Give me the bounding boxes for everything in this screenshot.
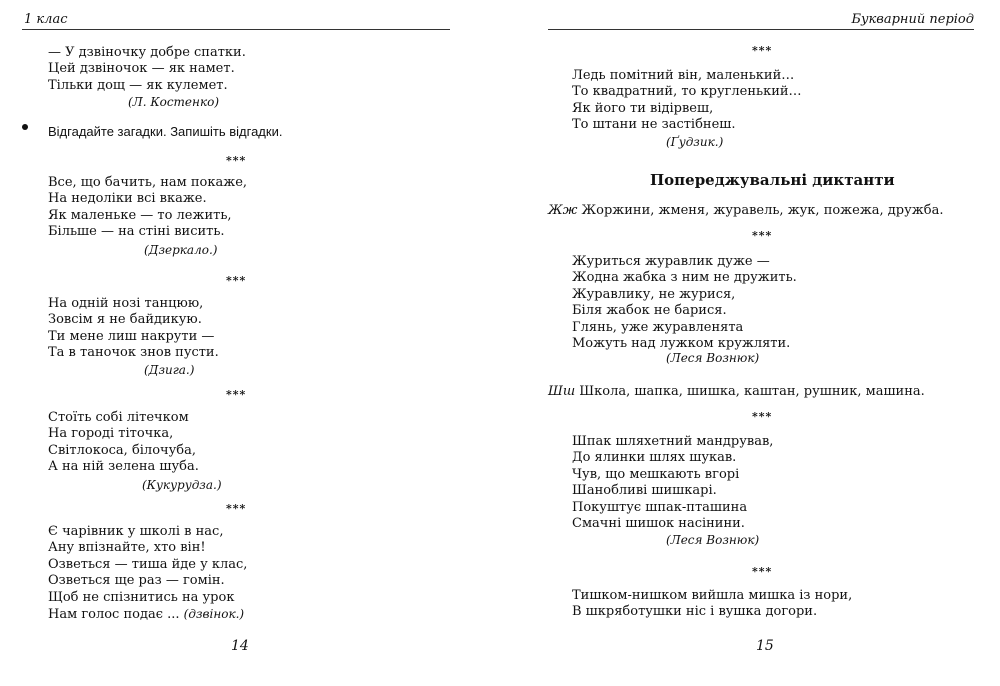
poem-line: В шкряботушки ніс і вушка догори.	[572, 604, 818, 620]
poem-line: До ялинки шлях шукав.	[572, 450, 737, 466]
poem-line: Біля жабок не барися.	[572, 303, 727, 319]
riddle-line	[48, 606, 247, 622]
poem-line: Жодна жабка з ним не дружить.	[572, 270, 797, 286]
riddle-corn	[48, 410, 199, 476]
page-number: 15	[756, 638, 774, 654]
separator-stars: ***	[752, 410, 773, 423]
poem-line: Смачні шишок насінини.	[572, 515, 745, 531]
riddle-answer: (Дзига.)	[144, 363, 195, 377]
riddle-line: На городі тіточка,	[48, 426, 174, 442]
riddle-line: Стоїть собі літечком	[48, 410, 189, 425]
riddle-line: Все, що бачить, нам покаже,	[48, 175, 248, 190]
riddle-line: Є чарівник у школі в нас,	[48, 524, 224, 539]
right-page-header: Букварний період	[851, 12, 974, 27]
poem-line: Журавлику, не журися,	[572, 286, 736, 302]
left-page-header: 1 клас	[24, 12, 68, 27]
separator-stars: ***	[752, 229, 773, 242]
riddle-line: Та в таночок знов пусти.	[48, 345, 219, 361]
poem-source: (Леся Вознюк)	[666, 351, 760, 365]
page-number: 14	[231, 638, 249, 654]
word-list: Жоржини, жменя, журавель, жук, пожежа, дружба.	[581, 203, 944, 218]
poem-line: Журиться журавлик дуже —	[572, 254, 770, 269]
riddle-line: Як маленьке — то лежить,	[48, 207, 232, 223]
riddle-line: Світлокоса, білочуба,	[48, 442, 196, 458]
riddle-mirror	[48, 175, 247, 241]
poem-mouse	[572, 588, 852, 621]
poem-line: Можуть над лужком кружляти.	[572, 335, 791, 351]
riddle-top	[48, 296, 219, 362]
poem-line: Покуштує шпак-пташина	[572, 499, 748, 515]
riddle-line: Щоб не спізнитись на урок	[48, 589, 235, 605]
right-header-rule	[548, 29, 974, 30]
poem-bell	[48, 45, 246, 94]
riddle-line: Ану впізнайте, хто він!	[48, 540, 206, 556]
separator-stars: ***	[226, 388, 247, 401]
riddle-line: Ледь помітний він, маленький…	[572, 68, 795, 83]
letter-pair: Жж	[548, 203, 578, 218]
riddle-answer: (Дзеркало.)	[144, 243, 218, 257]
word-list-zh	[548, 203, 943, 218]
poem-line: Шанобливі шишкарі.	[572, 483, 717, 499]
poem-line: Цей дзвіночок — як намет.	[48, 61, 235, 77]
poem-line: Шпак шляхетний мандрував,	[572, 434, 774, 449]
riddle-line-text: Нам голос подає ...	[48, 606, 180, 622]
riddle-line: То квадратний, то кругленький…	[572, 84, 802, 100]
riddle-bell	[48, 524, 247, 622]
riddle-line: Більше — на стіні висить.	[48, 224, 225, 240]
separator-stars: ***	[752, 44, 773, 57]
riddle-line: Озветься ще раз — гомін.	[48, 573, 225, 589]
riddle-answer: (Кукурудза.)	[142, 478, 222, 492]
separator-stars: ***	[226, 274, 247, 287]
riddle-line: То штани не застібнеш.	[572, 117, 736, 133]
riddle-line: А на ній зелена шуба.	[48, 459, 199, 475]
riddle-line: Ти мене лиш накрути —	[48, 328, 215, 344]
separator-stars: ***	[752, 565, 773, 578]
poem-starling	[572, 434, 773, 532]
task-instruction: Відгадайте загадки. Запишіть відгадки.	[48, 124, 283, 139]
word-list: Школа, шапка, шишка, каштан, рушник, машина.	[579, 384, 925, 399]
riddle-line: На недоліки всі вкаже.	[48, 191, 207, 207]
word-list-sh	[548, 384, 925, 399]
bullet-icon	[22, 124, 28, 130]
separator-stars: ***	[226, 154, 247, 167]
separator-stars: ***	[226, 502, 247, 515]
poem-line: Тільки дощ — як кулемет.	[48, 77, 228, 93]
riddle-line: На одній нозі танцюю,	[48, 296, 204, 311]
letter-pair: Шш	[548, 384, 576, 399]
riddle-answer: (дзвінок.)	[183, 606, 245, 621]
poem-source: (Л. Костенко)	[128, 95, 220, 109]
riddle-button	[572, 68, 802, 134]
poem-line: — У дзвіночку добре спатки.	[48, 45, 246, 60]
left-header-rule	[22, 29, 450, 30]
poem-line: Глянь, уже журавленята	[572, 319, 744, 335]
section-heading: Попереджувальні диктанти	[650, 171, 895, 189]
poem-line: Тишком-нишком вийшла мишка із нори,	[572, 588, 853, 603]
riddle-line: Озветься — тиша йде у клас,	[48, 556, 248, 572]
poem-line: Чув, що мешкають вгорі	[572, 466, 740, 482]
riddle-answer: (Ґудзик.)	[666, 135, 724, 149]
riddle-line: Як його ти відірвеш,	[572, 100, 714, 116]
poem-source: (Леся Вознюк)	[666, 533, 760, 547]
poem-crane	[572, 254, 797, 352]
riddle-line: Зовсім я не байдикую.	[48, 312, 202, 328]
